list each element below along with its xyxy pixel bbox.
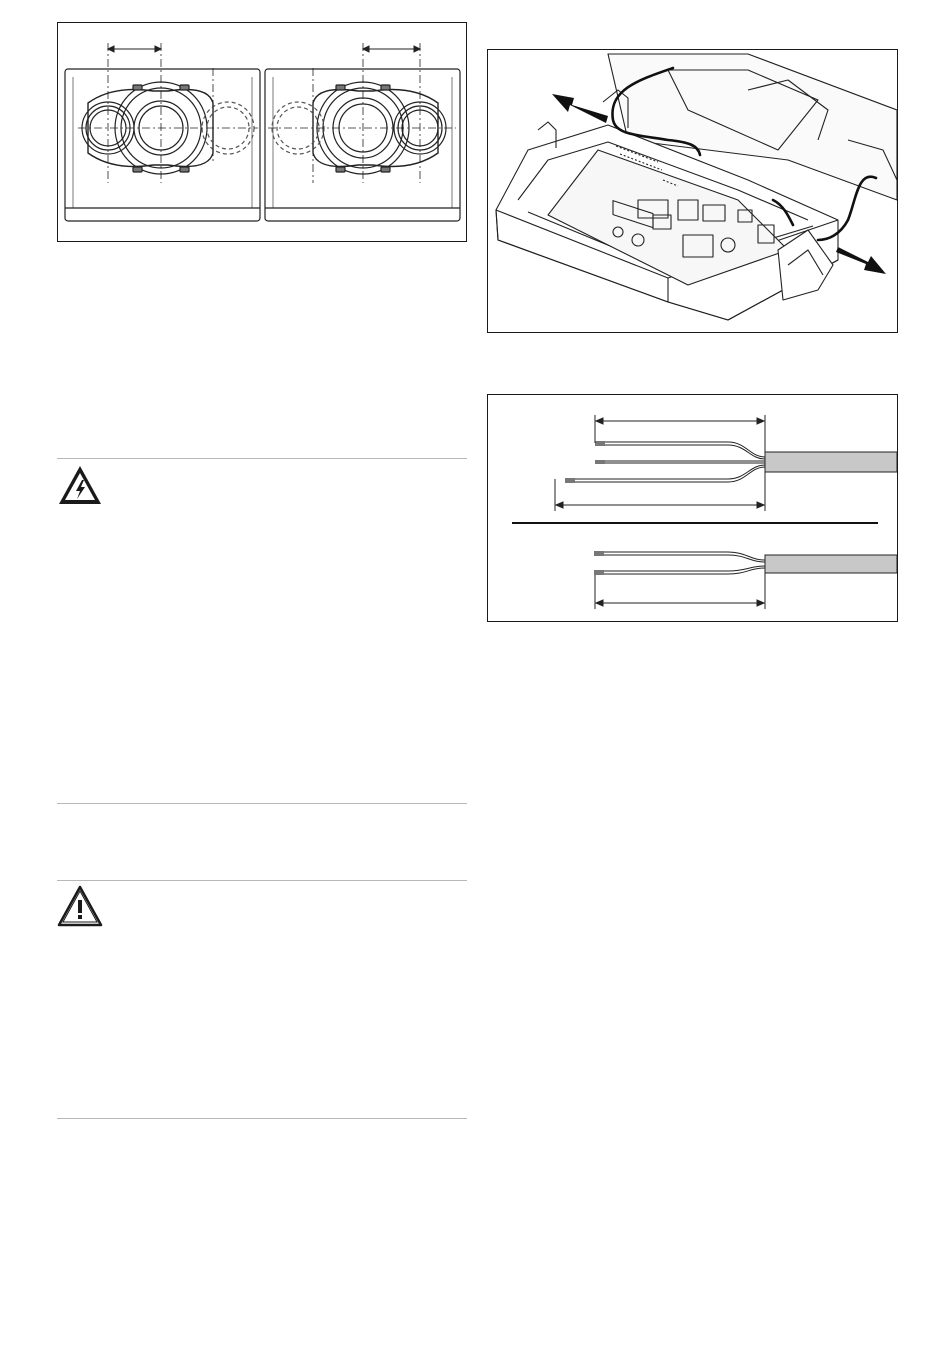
three-core-cable <box>565 441 897 483</box>
right-housing <box>265 69 460 221</box>
cable-stripping-figure <box>487 394 898 622</box>
section-rule-top-shock <box>57 458 467 459</box>
electric-shock-warning-icon <box>57 464 103 506</box>
section-rule-top-general <box>57 880 467 881</box>
section-rule-bottom-general <box>57 1118 467 1119</box>
lower-dimension-arrows <box>595 573 765 609</box>
section-rule-bottom-shock <box>57 803 467 804</box>
cable-stripping-drawing <box>488 395 897 621</box>
exclamation-warning-icon <box>57 885 103 927</box>
pull-left-arrow <box>552 94 608 123</box>
electronics-box-figure <box>487 49 898 333</box>
pull-right-arrow <box>836 247 886 274</box>
dimension-arrows <box>108 46 420 52</box>
filler-adapter-figure <box>57 22 467 242</box>
filler-adapter-drawing <box>58 23 466 241</box>
two-core-cable <box>594 551 897 575</box>
electronics-box-drawing <box>488 50 897 332</box>
